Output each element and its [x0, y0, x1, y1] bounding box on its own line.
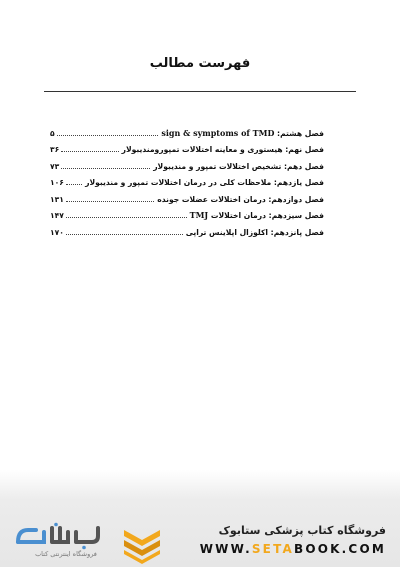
toc-leader-dots	[66, 201, 154, 202]
toc-page-number: ۱۳۱	[50, 194, 64, 204]
toc-entry-title: فصل یازدهم: ملاحظات کلی در درمان اختلالات تمپور و مندیبولار	[85, 178, 324, 187]
toc-entry[interactable]	[50, 220, 324, 237]
toc-leader-dots	[66, 184, 82, 185]
toc-entry[interactable]	[50, 154, 324, 171]
table-of-contents	[50, 121, 324, 237]
toc-page-number: ۵	[50, 128, 55, 138]
toc-entry-title: فصل هشتم: sign & symptoms of TMD	[161, 127, 324, 138]
toc-leader-dots	[57, 135, 159, 136]
title-rule	[44, 91, 356, 92]
toc-entry[interactable]	[50, 204, 324, 221]
toc-page-number: ۳۶	[50, 145, 60, 154]
toc-entry[interactable]	[50, 187, 324, 204]
toc-entry-title: فصل دهم: تشخیص اختلالات تمپور و مندیبولار	[153, 161, 324, 171]
folded-book-icon	[120, 524, 164, 564]
store-url[interactable]: WWW.SETABOOK.COM	[199, 542, 386, 556]
toc-leader-dots	[66, 217, 187, 218]
toc-page-number: ۱۰۶	[50, 178, 64, 187]
toc-entry-title: فصل سیزدهم: درمان اختلالات TMJ	[189, 210, 324, 220]
setabook-logo[interactable]	[14, 522, 164, 564]
setabook-wordmark-icon	[14, 522, 114, 550]
toc-leader-dots	[61, 151, 118, 152]
toc-entry-title: فصل نهم: هیستوری و معاینه اختلالات تمپورومندیبولار	[121, 145, 324, 154]
logo-subtitle: فروشگاه اینترنتی کتاب	[35, 550, 97, 558]
toc-leader-dots	[66, 234, 183, 235]
toc-entry[interactable]	[50, 138, 324, 155]
page-title: فهرست مطالب	[149, 56, 251, 71]
toc-entry[interactable]	[50, 171, 324, 188]
toc-page-number: ۱۷۰	[50, 227, 64, 237]
toc-entry[interactable]	[50, 121, 324, 138]
toc-page-number: ۱۴۷	[50, 211, 64, 220]
toc-leader-dots	[61, 168, 150, 169]
toc-entry-title: فصل پانزدهم: اکلوزال اپلاینس تراپی	[185, 227, 324, 237]
footer-banner	[0, 508, 400, 567]
toc-entry-title: فصل دوازدهم: درمان اختلالات عضلات جونده	[157, 194, 324, 204]
store-name: فروشگاه کتاب پزشکی ستابوک	[218, 524, 386, 537]
toc-page-number: ۷۳	[50, 161, 60, 171]
